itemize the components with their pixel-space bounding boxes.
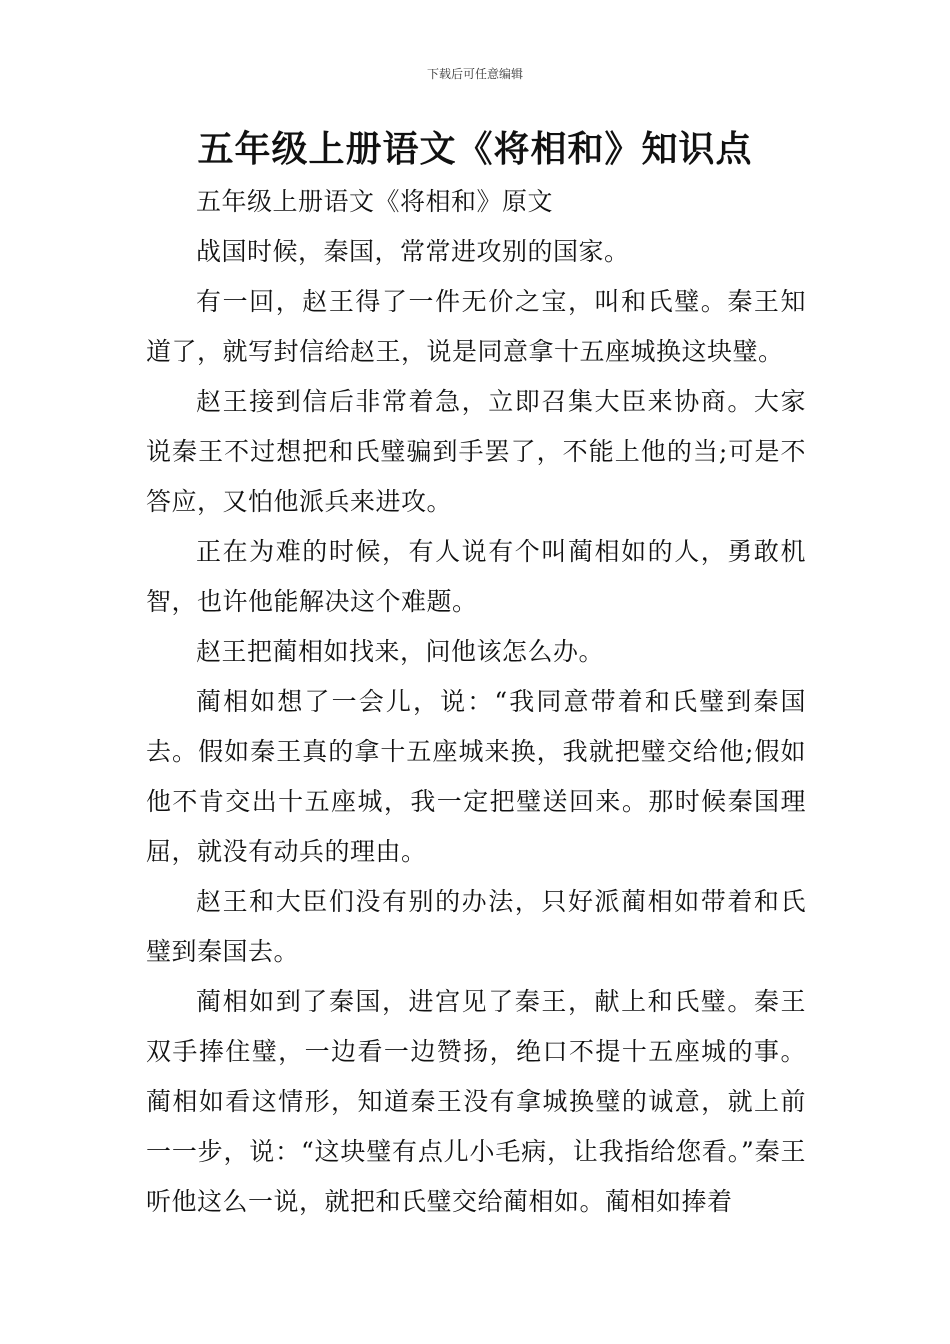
document-title: 五年级上册语文《将相和》知识点 [197, 129, 753, 170]
paragraph: 正在为难的时候，有人说有个叫蔺相如的人，勇敢机智，也许他能解决这个难题。 [146, 537, 806, 616]
header-note: 下载后可任意编辑 [426, 67, 523, 81]
paragraph: 赵王接到信后非常着急，立即召集大臣来协商。大家说秦王不过想把和氏璧骗到手罢了，不能上他的当;可是不答应，又怕他派兵来进攻。 [146, 387, 806, 516]
document-body [146, 177, 806, 1227]
paragraph: 赵王和大臣们没有别的办法，只好派蔺相如带着和氏璧到秦国去。 [146, 887, 806, 966]
paragraph-subtitle: 五年级上册语文《将相和》原文 [196, 187, 554, 216]
paragraph: 蔺相如想了一会儿，说：“我同意带着和氏璧到秦国去。假如秦王真的拿十五座城来换，我就把璧交给他;假如他不肯交出十五座城，我一定把璧送回来。那时候秦国理屈，就没有动兵的理由。 [146, 687, 806, 866]
paragraph: 赵王把蔺相如找来，问他该怎么办。 [196, 637, 605, 666]
paragraph: 有一回，赵王得了一件无价之宝，叫和氏璧。秦王知道了，就写封信给赵王，说是同意拿十五座城换这块璧。 [146, 287, 806, 366]
paragraph: 蔺相如到了秦国，进宫见了秦王，献上和氏璧。秦王双手捧住璧，一边看一边赞扬，绝口不提十五座城的事。蔺相如看这情形，知道秦王没有拿城换璧的诚意，就上前一一步，说：“这块璧有点儿小毛病，让我指给您看。”秦王听他这么一说，就把和氏璧交给蔺相如。蔺相如捧着 [146, 987, 806, 1216]
paragraph: 战国时候，秦国，常常进攻别的国家。 [196, 237, 630, 266]
